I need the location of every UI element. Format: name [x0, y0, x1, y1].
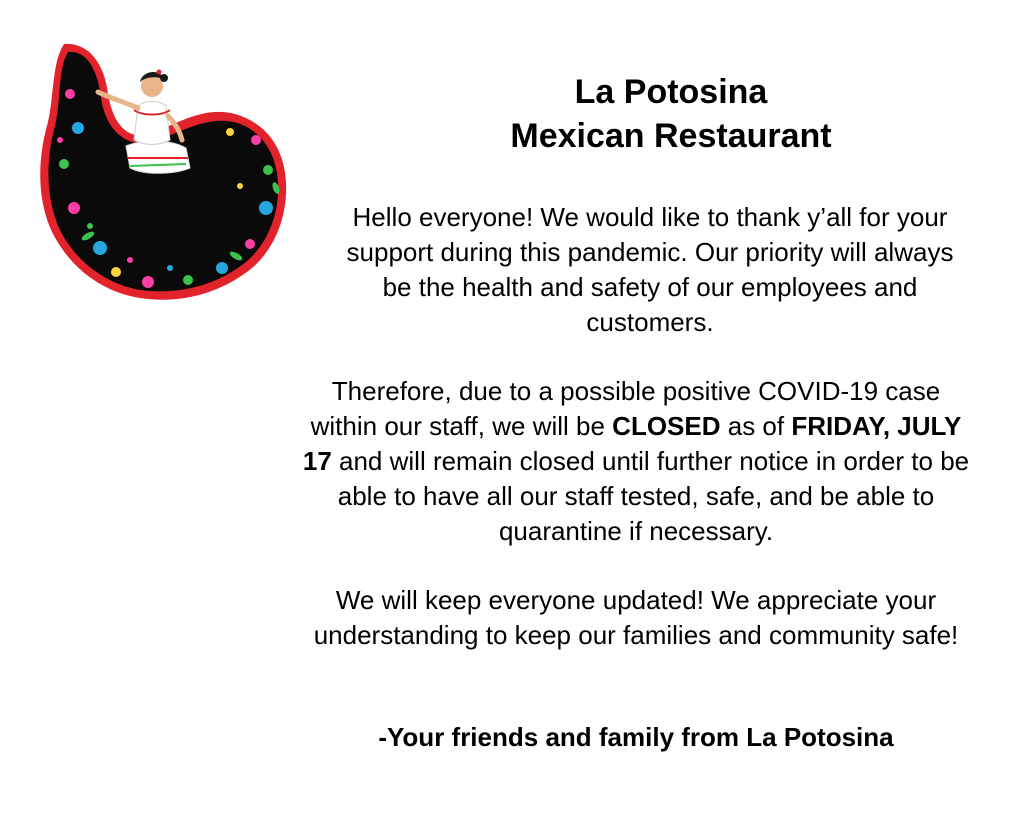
thank-you-paragraph: Hello everyone! We would like to thank y’all for your support during this pandemic. Our priority will always be the health and safety of our employees and customers.: [346, 202, 954, 337]
folklorico-dancer-icon: [30, 36, 295, 306]
closure-paragraph: [300, 374, 972, 549]
closure-text-1: Therefore, due to a possible positive COVID-19 case within our staff, we will be: [310, 376, 941, 441]
closure-text-3: and will remain closed until further notice in order to be able to have all our staff tested, safe, and be able to quarantine if necessary.: [331, 446, 970, 546]
signature: -Your friends and family from La Potosina: [378, 722, 894, 752]
update-paragraph: We will keep everyone updated! We appreciate your understanding to keep our families and community safe!: [313, 585, 959, 650]
closure-date: FRIDAY, JULY 17: [302, 411, 962, 476]
restaurant-subtitle: Mexican Restaurant: [510, 117, 832, 155]
closure-text-2: as of: [720, 411, 792, 441]
closed-emphasis: CLOSED: [612, 411, 721, 441]
restaurant-name: La Potosina: [574, 73, 768, 111]
folklorico-dancer-image: [30, 36, 295, 306]
